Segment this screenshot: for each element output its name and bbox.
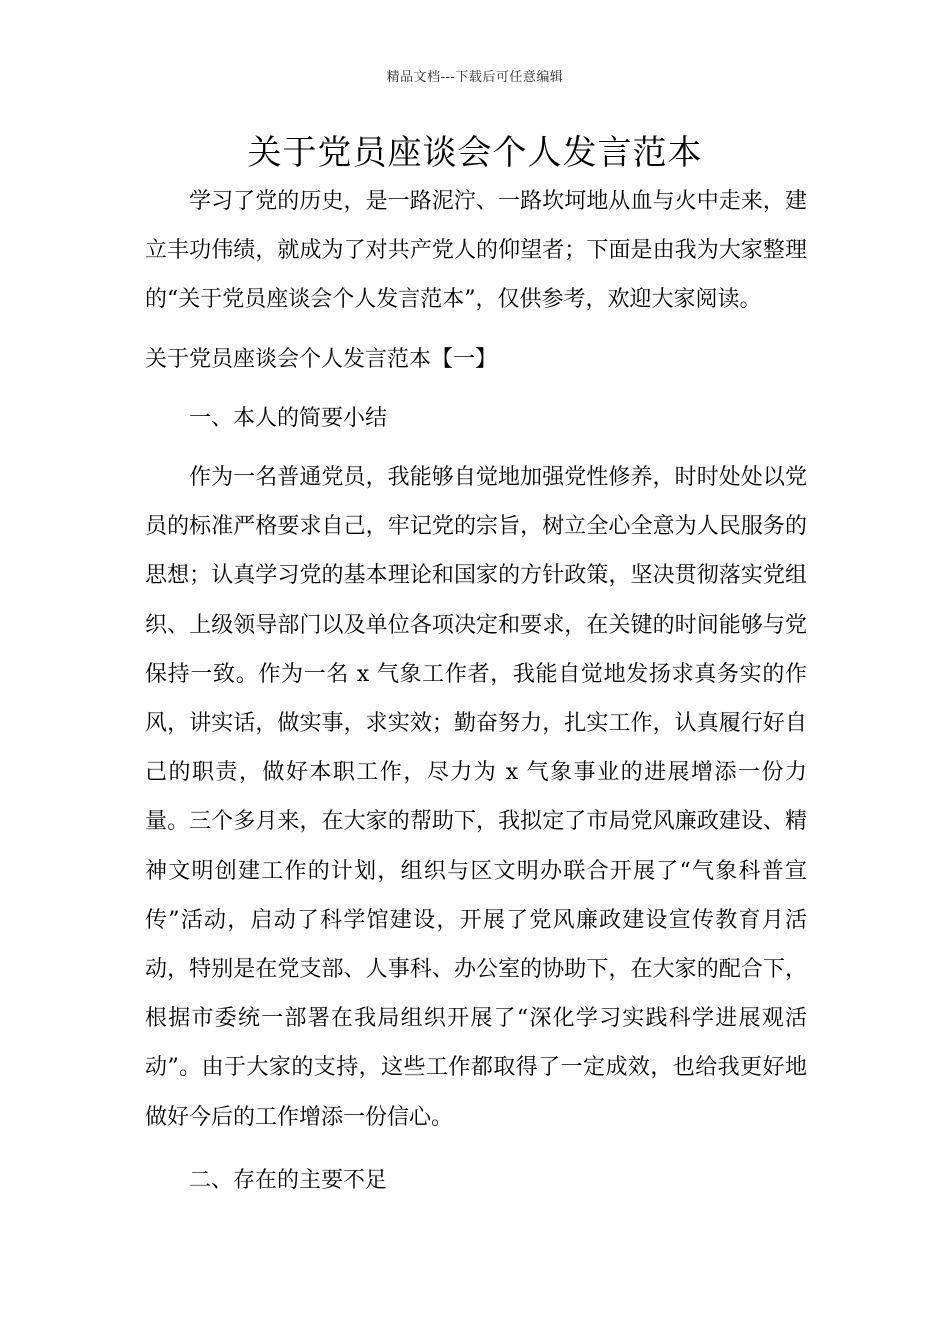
part-title: 关于党员座谈会个人发言范本【一】 [145, 346, 498, 372]
section-1-paragraph: 作为一名普通党员，我能够自觉地加强党性修养，时时处处以党员的标准严格要求自己，牢记党的宗旨，树立全心全意为人民服务的思想；认真学习党的基本理论和国家的方针政策，坚决贯彻落实党组织、上级领导部门以及单位各项决定和要求，在关键的时间能够与党保持一致。作为一名 x 气象工作者，我能自觉地发扬求真务实的作风，讲实话，做实事，求实效；勤奋努力，扎实工作，认真履行好自己的职责，做好本职工作，尽力为 x 气象事业的进展增添一份力量。三个多月来，在大家的帮助下，我拟定了市局党风廉政建设、精神文明创建工作的计划，组织与区文明办联合开展了“气象科普宣传”活动，启动了科学馆建设，开展了党风廉政建设宣传教育月活动，特别是在党支部、人事科、办公室的协助下，在大家的配合下，根据市委统一部署在我局组织开展了“深化学习实践科学进展观活动”。由于大家的支持，这些工作都取得了一定成效，也给我更好地做好今后的工作增添一份信心。 [145, 465, 807, 1130]
document-title: 关于党员座谈会个人发言范本 [247, 133, 703, 173]
intro-paragraph: 学习了党的历史，是一路泥泞、一路坎坷地从血与火中走来，建立丰功伟绩，就成为了对共产党人的仰望者；下面是由我为大家整理的“关于党员座谈会个人发言范本”，仅供参考，欢迎大家阅读。 [145, 189, 807, 313]
section-1-heading: 一、本人的简要小结 [189, 405, 388, 431]
header-note: 精品文档---下载后可任意编辑 [386, 70, 564, 85]
document-body [145, 177, 807, 1205]
section-2-heading: 二、存在的主要不足 [189, 1167, 388, 1193]
